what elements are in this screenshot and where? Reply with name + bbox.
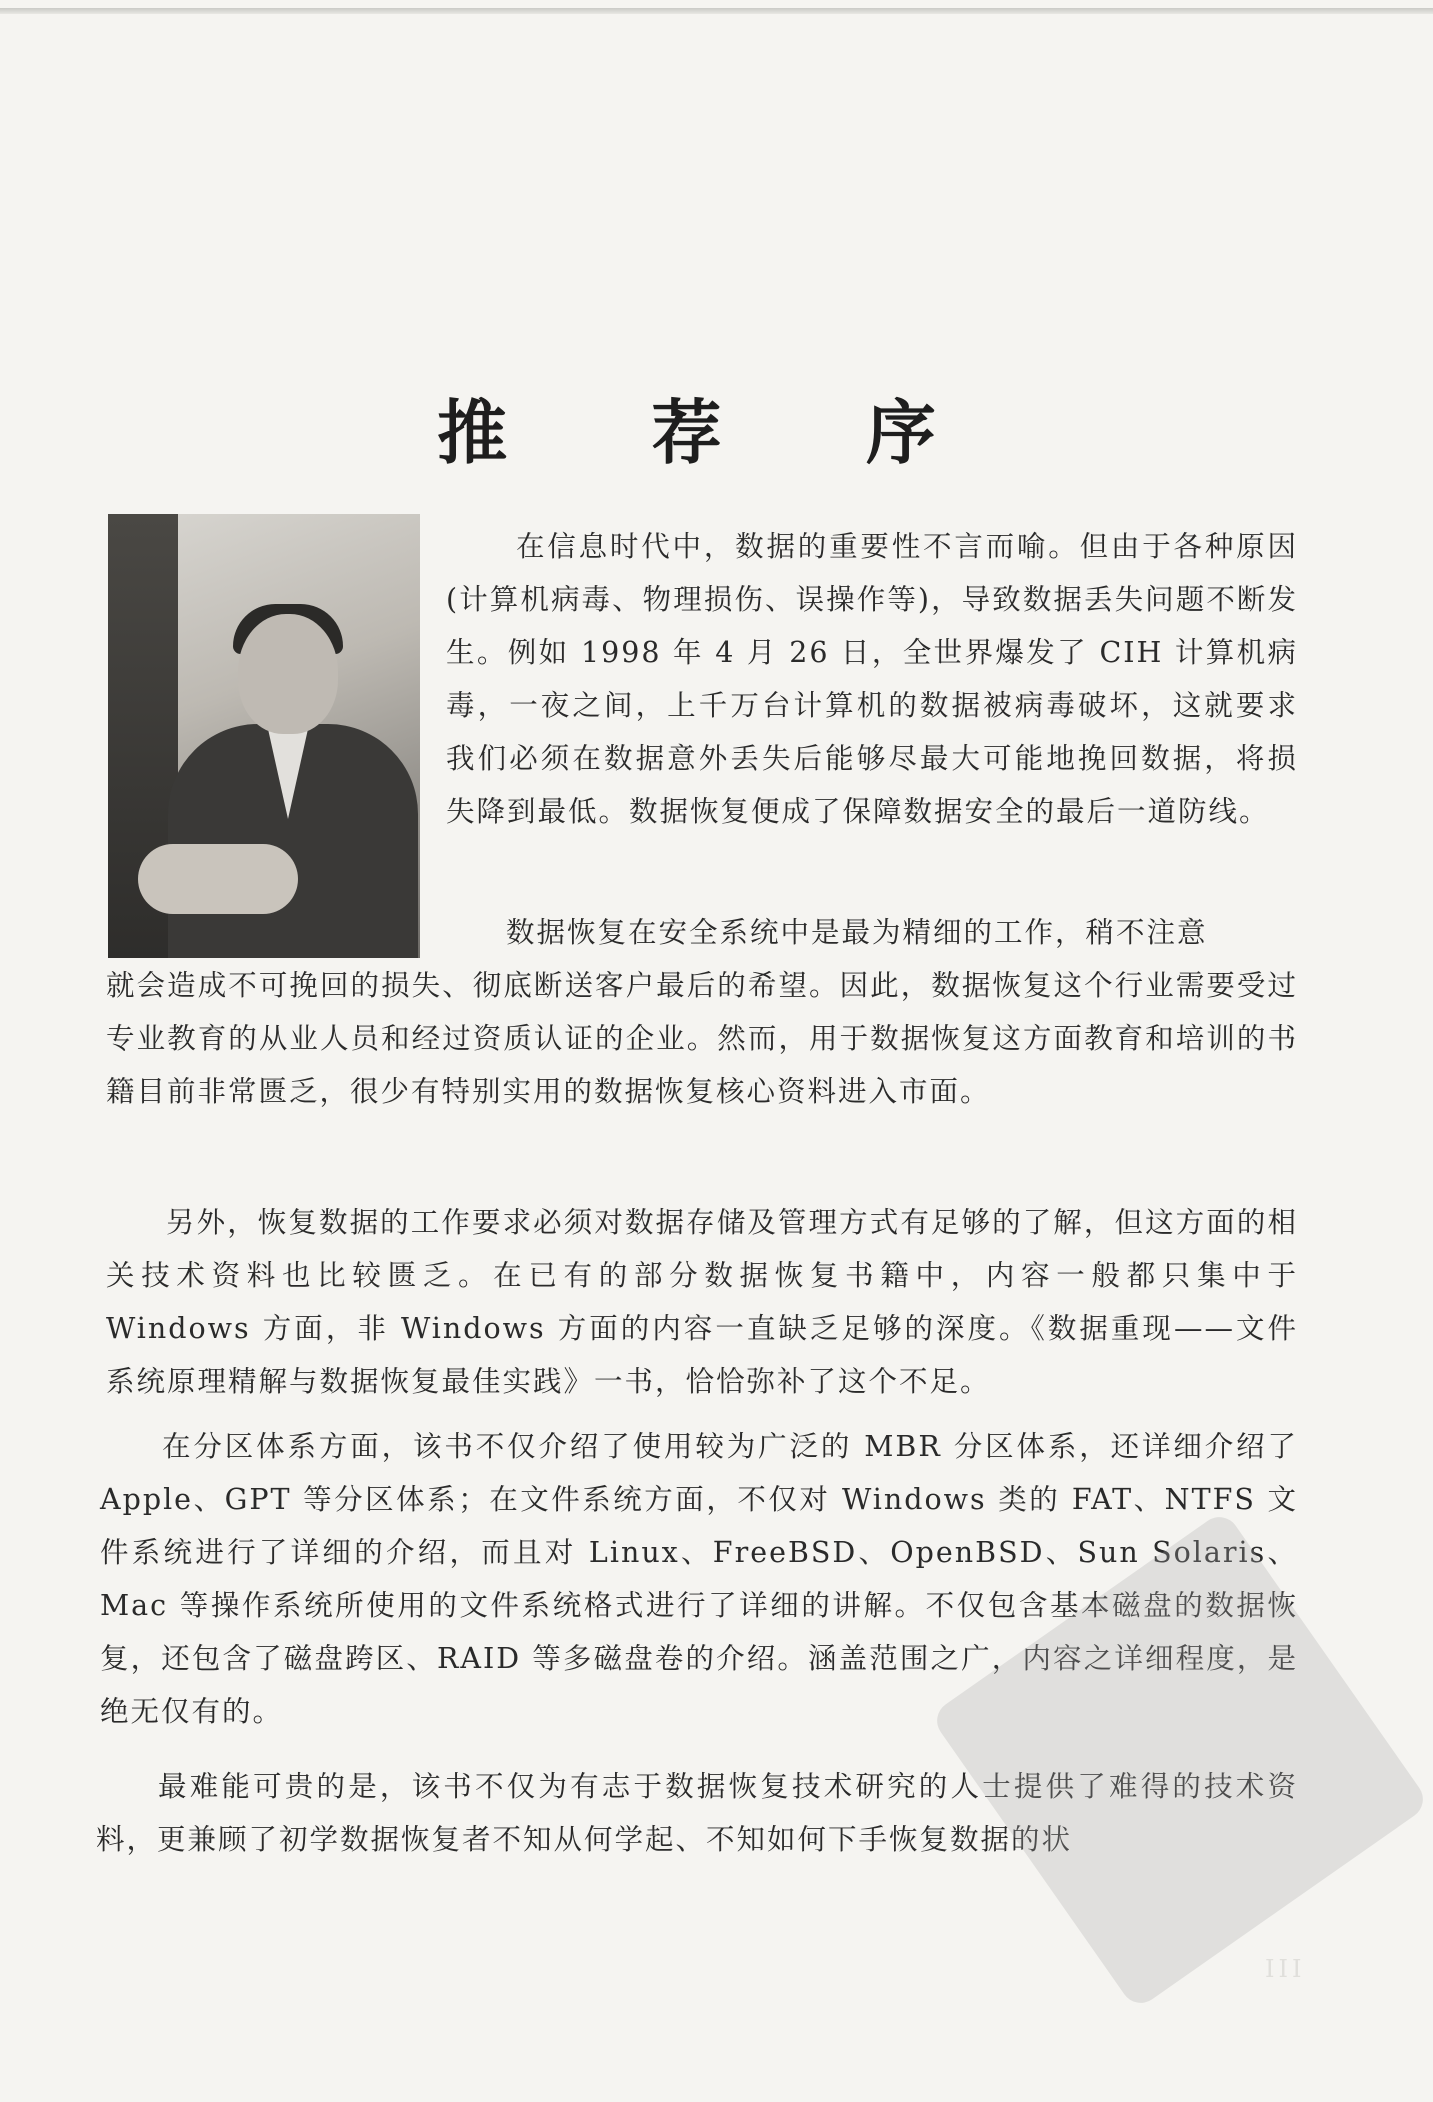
paragraph-3: 另外，恢复数据的工作要求必须对数据存储及管理方式有足够的了解，但这方面的相关技术资料也比较匮乏。在已有的部分数据恢复书籍中，内容一般都只集中于 Windows 方面，非 Windows 方面的内容一直缺乏足够的深度。《数据重现——文件系统原理精解与数据恢复最佳实践》一书，恰恰弥补了这个不足。: [106, 1206, 1298, 1398]
paragraph-2-rest: 就会造成不可挽回的损失、彻底断送客户最后的希望。因此，数据恢复这个行业需要受过专业教育的从业人员和经过资质认证的企业。然而，用于数据恢复这方面教育和培训的书籍目前非常匮乏，很少有特别实用的数据恢复核心资料进入市面。: [106, 969, 1298, 1108]
paragraph-4: 在分区体系方面，该书不仅介绍了使用较为广泛的 MBR 分区体系，还详细介绍了 Apple、GPT 等分区体系；在文件系统方面，不仅对 Windows 类的 FAT、NTFS 文件系统进行了详细的介绍，而且对 Linux、FreeBSD、OpenBSD、Sun Solaris、Mac 等操作系统所使用的文件系统格式进行了详细的讲解。不仅包含基本磁盘的数据恢复，还包含了磁盘跨区、RAID 等多磁盘卷的介绍。涵盖范围之广，内容之详细程度，是绝无仅有的。: [100, 1430, 1298, 1728]
page-top-border: [0, 8, 1433, 14]
page-number: III: [1265, 1955, 1306, 1983]
author-photo: [108, 514, 420, 958]
paragraph-5: 最难能可贵的是，该书不仅为有志于数据恢复技术研究的人士提供了难得的技术资料，更兼顾了初学数据恢复者不知从何学起、不知如何下手恢复数据的状: [96, 1770, 1298, 1856]
page-title: 推 荐 序: [437, 390, 996, 474]
paragraph-2-first-line: 数据恢复在安全系统中是最为精细的工作，稍不注意: [506, 916, 1208, 949]
paragraph-2: [106, 906, 1298, 1118]
paragraph-1: 在信息时代中，数据的重要性不言而喻。但由于各种原因(计算机病毒、物理损伤、误操作等)，导致数据丢失问题不断发生。例如 1998 年 4 月 26 日，全世界爆发了 CIH 计算机病毒，一夜之间，上千万台计算机的数据被病毒破坏，这就要求我们必须在数据意外丢失后能够尽最大可能地挽回数据，将损失降到最低。数据恢复便成了保障数据安全的最后一道防线。: [446, 530, 1298, 828]
